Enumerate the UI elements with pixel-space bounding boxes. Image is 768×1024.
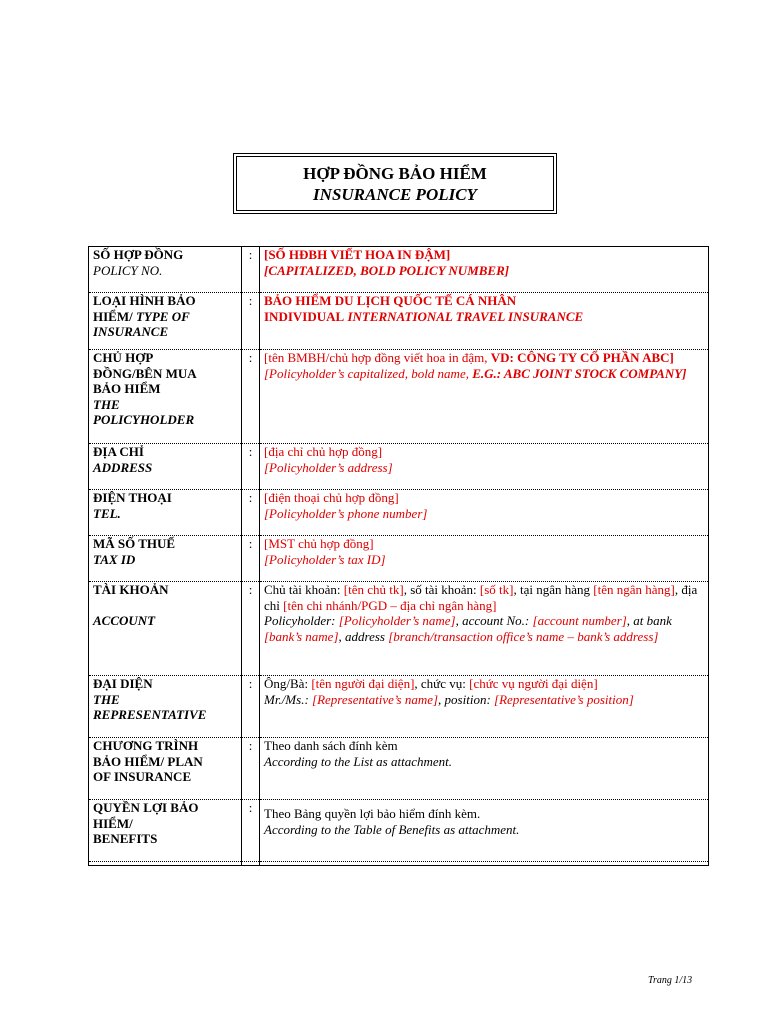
policyholder-example-en: E.G.: ABC JOINT STOCK COMPANY] (472, 365, 687, 381)
account-vi: Chủ tài khoản: [tên chủ tk], số tài khoản: [số tk], tại ngân hàng [tên ngân hàng], địa chỉ [tên chi nhánh/PGD – địa chỉ ngân hàng] (264, 582, 698, 613)
policyholder-name-vi: [tên BMBH/chủ hợp đồng viết hoa in đậm, (264, 350, 488, 365)
label-line1: CHƯƠNG TRÌNH (93, 738, 199, 753)
value-cell (260, 738, 709, 786)
label-cell (89, 247, 242, 281)
policyholder-name-en: [Policyholder’s capitalized, bold name, (264, 365, 469, 381)
insurance-type-en-prefix: INDIVIDUAL (264, 308, 345, 324)
label-en: ADDRESS (93, 459, 153, 475)
row-type-of-insurance (89, 293, 709, 342)
label-cell (89, 676, 242, 724)
plan-vi: Theo danh sách đính kèm (264, 738, 398, 753)
row-address (89, 444, 709, 476)
label-vi: ĐỊA CHỈ (93, 444, 144, 459)
row-spacer (89, 281, 709, 293)
title-box (233, 153, 557, 214)
label-en-line2: POLICYHOLDER (93, 412, 195, 427)
row-spacer (89, 662, 709, 676)
row-representative (89, 676, 709, 724)
colon: : (242, 738, 260, 786)
row-spacer (89, 848, 709, 862)
row-policyholder (89, 350, 709, 430)
policy-number-en: [CAPITALIZED, BOLD POLICY NUMBER] (264, 262, 510, 278)
label-en: POLICY NO. (93, 262, 163, 278)
colon: : (242, 536, 260, 568)
row-spacer (89, 342, 709, 350)
label-cell (89, 582, 242, 662)
row-tax-id (89, 536, 709, 568)
row-benefits (89, 800, 709, 848)
label-en-line1: THE (93, 396, 120, 412)
row-spacer (89, 568, 709, 582)
label-line3: BENEFITS (93, 831, 158, 846)
label-line2: BẢO HIỂM/ PLAN (93, 753, 203, 769)
row-plan-of-insurance (89, 738, 709, 786)
label-cell (89, 490, 242, 522)
benefits-en: According to the Table of Benefits as attachment. (264, 821, 520, 837)
label-vi: ĐẠI DIỆN (93, 676, 153, 691)
colon: : (242, 444, 260, 476)
row-policy-no (89, 247, 709, 281)
label-vi: ĐIỆN THOẠI (93, 490, 172, 505)
label-en: ACCOUNT (93, 612, 156, 628)
policyholder-example-vi: VD: CÔNG TY CỔ PHẦN ABC] (490, 350, 674, 365)
phone-vi: [điện thoại chủ hợp đồng] (264, 490, 399, 505)
row-bottom (89, 862, 709, 866)
label-vi-line2: ĐỒNG/BÊN MUA (93, 365, 197, 381)
label-en: TAX ID (93, 551, 136, 567)
address-en: [Policyholder’s address] (264, 459, 393, 475)
label-vi: TÀI KHOẢN (93, 582, 169, 597)
value-cell (260, 800, 709, 848)
label-en-line2: REPRESENTATIVE (93, 707, 207, 722)
representative-en: Mr./Ms.: [Representative’s name], position: [Representative’s position] (264, 691, 634, 707)
row-spacer (89, 724, 709, 738)
value-cell (260, 444, 709, 476)
value-cell (260, 293, 709, 342)
title-english: INSURANCE POLICY (313, 185, 477, 204)
value-cell (260, 350, 709, 430)
label-vi: SỐ HỢP ĐỒNG (93, 247, 184, 262)
value-cell (260, 490, 709, 522)
page-number: Trang 1/13 (648, 975, 693, 986)
row-spacer (89, 786, 709, 800)
tax-id-en: [Policyholder’s tax ID] (264, 551, 386, 567)
row-account (89, 582, 709, 662)
value-cell (260, 582, 709, 662)
colon: : (242, 582, 260, 662)
benefits-vi: Theo Bảng quyền lợi bảo hiểm đính kèm. (264, 806, 481, 821)
title-vietnamese: HỢP ĐỒNG BẢO HIỂM (303, 164, 487, 183)
value-cell (260, 676, 709, 724)
row-spacer (89, 476, 709, 490)
colon: : (242, 800, 260, 848)
label-line3: OF INSURANCE (93, 769, 192, 784)
row-spacer (89, 430, 709, 444)
label-cell (89, 800, 242, 848)
label-cell (89, 444, 242, 476)
account-en: Policyholder: [Policyholder’s name], account No.: [account number], at bank [bank’s name], address [branch/transaction office’s name – bank’s address] (264, 613, 672, 644)
label-cell (89, 738, 242, 786)
phone-en: [Policyholder’s phone number] (264, 505, 428, 521)
value-cell (260, 536, 709, 568)
row-tel (89, 490, 709, 522)
label-vi: MÃ SỐ THUẾ (93, 536, 176, 551)
tax-id-vi: [MST chủ hợp đồng] (264, 536, 374, 551)
plan-en: According to the List as attachment. (264, 753, 452, 769)
insurance-type-en: INTERNATIONAL TRAVEL INSURANCE (347, 308, 584, 324)
row-spacer (89, 522, 709, 536)
label-vi: LOẠI HÌNH BẢO HIỂM/ (93, 293, 196, 324)
colon: : (242, 247, 260, 281)
value-cell (260, 247, 709, 281)
policy-details-table (88, 246, 709, 866)
colon: : (242, 293, 260, 342)
label-line2: HIỂM/ (93, 815, 133, 831)
label-cell (89, 536, 242, 568)
label-vi-line3: BẢO HIỂM (93, 381, 161, 396)
label-cell (89, 293, 242, 342)
address-vi: [địa chỉ chủ hợp đồng] (264, 444, 383, 459)
label-vi-line1: CHỦ HỢP (93, 350, 154, 365)
label-cell (89, 350, 242, 430)
colon: : (242, 350, 260, 430)
colon: : (242, 490, 260, 522)
insurance-type-vi: BẢO HIỂM DU LỊCH QUỐC TẾ CÁ NHÂN (264, 293, 517, 308)
label-en-line1: THE (93, 691, 120, 707)
title-inner-frame (236, 156, 554, 211)
policy-number-vi: [SỐ HĐBH VIẾT HOA IN ĐẬM] (264, 247, 451, 262)
label-line1: QUYỀN LỢI BẢO (93, 800, 199, 815)
representative-vi: Ông/Bà: [tên người đại diện], chức vụ: [chức vụ người đại diện] (264, 676, 598, 691)
label-en: TYPE OF INSURANCE (93, 308, 190, 339)
colon: : (242, 676, 260, 724)
label-en: TEL. (93, 505, 121, 521)
